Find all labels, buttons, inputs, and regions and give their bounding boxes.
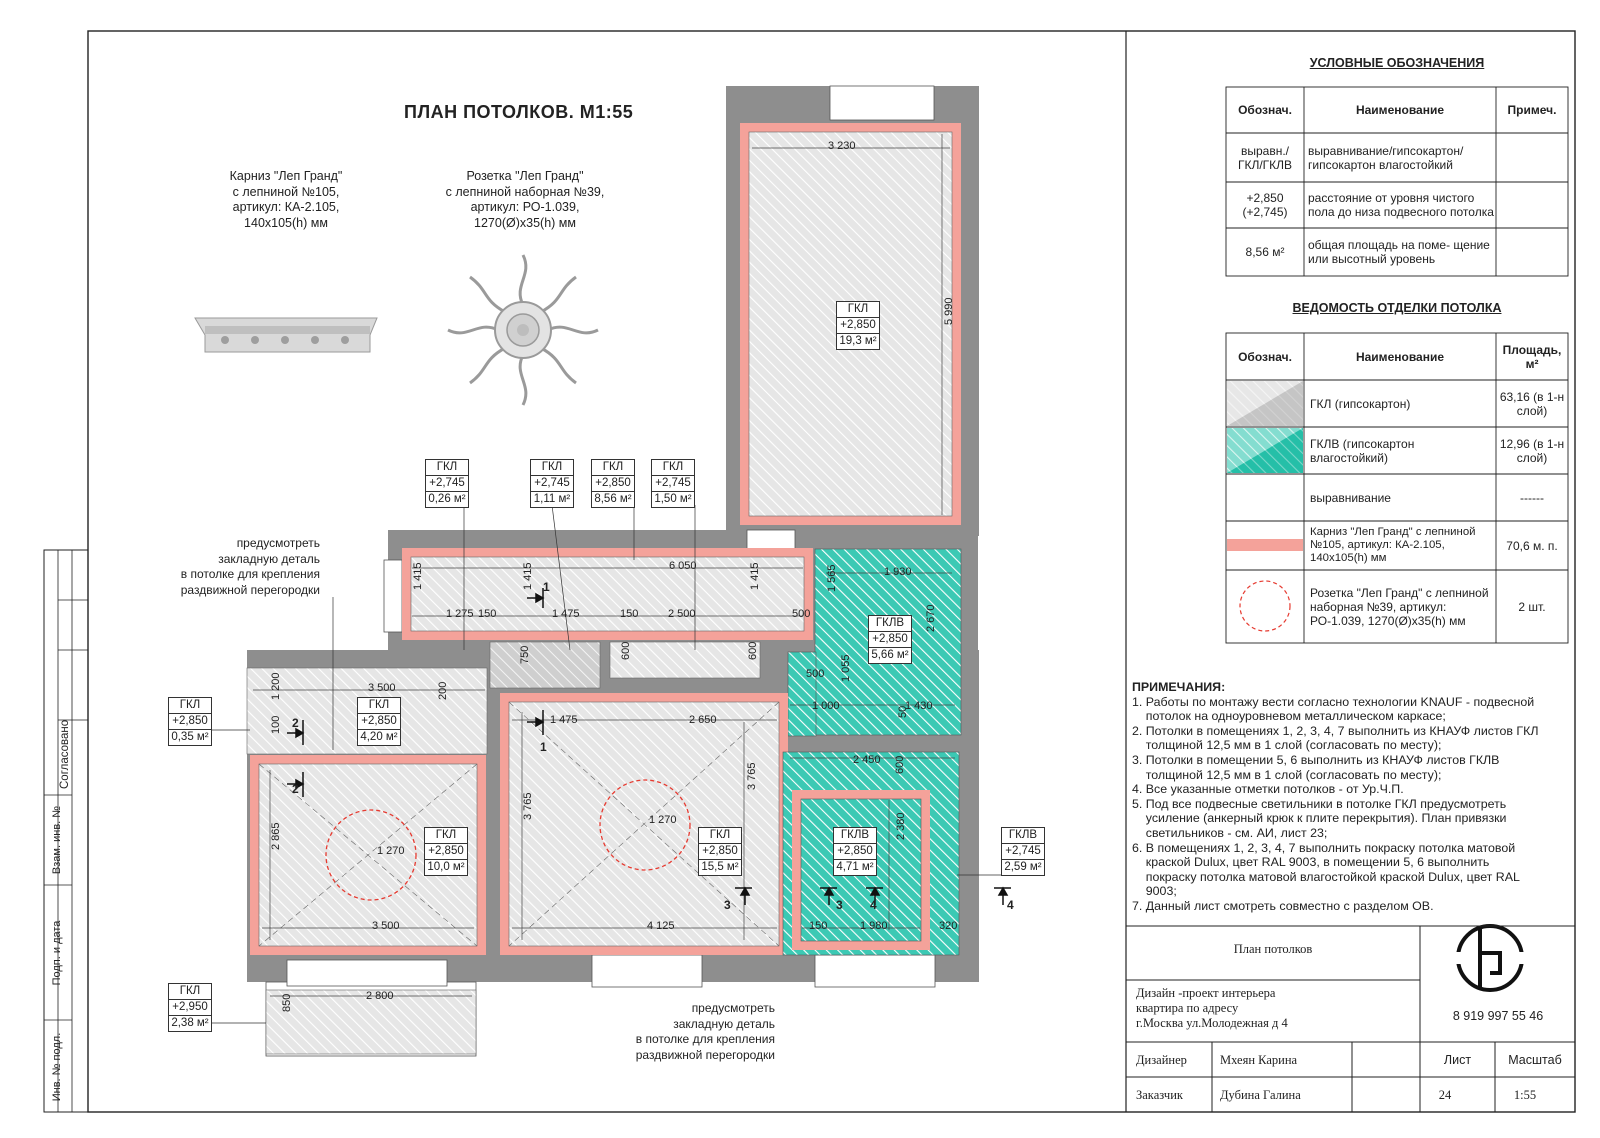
finish-header-area: Площадь, м² bbox=[1502, 342, 1562, 371]
area-tag bbox=[698, 827, 742, 876]
finish-row-name: ГКЛВ (гипсокартон влагостойкий) bbox=[1310, 436, 1415, 465]
area-tag bbox=[836, 301, 880, 350]
area-tag-lvl: +2,850 bbox=[592, 476, 634, 492]
area-tag-lvl: +2,850 bbox=[834, 844, 876, 860]
dimension-label: 1 565 bbox=[826, 564, 838, 592]
notes-line: потолок на одноуровневом металлическом каркасе; bbox=[1132, 709, 1446, 724]
area-tag bbox=[357, 697, 401, 746]
dimension-label: 1 980 bbox=[860, 920, 888, 932]
stamp-sheet-name: План потолков bbox=[1233, 942, 1313, 956]
area-tag-mat: ГКЛ bbox=[358, 698, 400, 714]
stamp-client-label: Заказчик bbox=[1136, 1087, 1183, 1102]
notes-line: толщиной 12,5 мм в 1 слой (согласовать по месту); bbox=[1132, 738, 1442, 753]
side-stamp-sign-date: Подп. и дата bbox=[51, 920, 63, 986]
area-tag-area: 0,26 м² bbox=[428, 493, 466, 505]
area-tag-mat: ГКЛ bbox=[652, 460, 694, 476]
area-tag-lvl: +2,745 bbox=[1002, 844, 1044, 860]
dimension-label: 150 bbox=[809, 920, 828, 932]
finish-row-name: Розетка "Леп Гранд" с лепниной наборная №39, артикул: РО-1.039, 1270(Ø)х35(h) мм bbox=[1310, 585, 1489, 628]
area-tag-mat: ГКЛ bbox=[169, 984, 211, 1000]
area-tag-area: 8,56 м² bbox=[594, 493, 632, 505]
notes-line: 4. Все указанные отметки потолков - от Ур.Ч.П. bbox=[1132, 782, 1404, 797]
area-tag-mat: ГКЛ bbox=[425, 828, 467, 844]
area-1-11 bbox=[490, 642, 600, 688]
area-tag-mat: ГКЛВ bbox=[869, 616, 911, 632]
notes-title: ПРИМЕЧАНИЯ: bbox=[1132, 680, 1226, 694]
side-stamp-inv-replace: Взам. инв. № bbox=[51, 805, 63, 875]
finish-row-area: ------ bbox=[1520, 490, 1544, 505]
notes-line: толщиной 12,5 мм в 1 слой (согласовать по месту); bbox=[1132, 767, 1442, 782]
cornice-caption: Карниз "Леп Гранд" с лепниной №105, артикул: КА-2.105, 140х105(h) мм bbox=[229, 169, 343, 230]
stamp-phone: 8 919 997 55 46 bbox=[1452, 1009, 1544, 1023]
area-tag bbox=[1001, 827, 1045, 876]
dimension-label: 3 765 bbox=[746, 762, 758, 790]
legend-row-sym: +2,850 (+2,745) bbox=[1242, 191, 1288, 219]
legend-header-name: Наименование bbox=[1355, 103, 1445, 117]
finish-row-area: 2 шт. bbox=[1518, 599, 1546, 614]
area-tag bbox=[868, 615, 912, 664]
stamp-scale: 1:55 bbox=[1513, 1087, 1537, 1102]
notes-line: усиление (анкерный крюк к плите перекрытия). План привязки bbox=[1132, 811, 1507, 826]
finish-header-name: Наименование bbox=[1355, 349, 1445, 364]
section-mark-number: 1 bbox=[543, 580, 550, 594]
legend-header-sym: Обознач. bbox=[1238, 103, 1292, 117]
area-tag-mat: ГКЛ bbox=[699, 828, 741, 844]
dimension-label: 320 bbox=[939, 920, 958, 932]
area-tag-lvl: +2,850 bbox=[699, 844, 741, 860]
dimension-label: 1 000 bbox=[812, 700, 840, 712]
dimension-label: 2 650 bbox=[689, 714, 717, 726]
area-tag-lvl: +2,850 bbox=[169, 714, 211, 730]
area-tag bbox=[168, 983, 212, 1032]
stamp-client: Дубина Галина bbox=[1220, 1087, 1301, 1102]
rosette-caption: Розетка "Леп Гранд" с лепниной наборная №39, артикул: РО-1.039, 1270(Ø)х35(h) мм bbox=[445, 169, 605, 230]
area-tag-lvl: +2,850 bbox=[358, 714, 400, 730]
area-tag-lvl: +2,745 bbox=[531, 476, 573, 492]
notes-line: 6. В помещениях 1, 2, 3, 4, 7 выполнить покраску потолка матовой bbox=[1132, 840, 1516, 855]
dimension-label: 3 765 bbox=[522, 792, 534, 820]
notes-line: 3. Потолки в помещении 5, 6 выполнить из КНАУФ листов ГКЛВ bbox=[1132, 752, 1500, 767]
dimension-label: 2 380 bbox=[895, 812, 907, 840]
dimension-label: 600 bbox=[747, 641, 759, 660]
notes-line: покраску потолка матовой влагостойкой краской Dulux, цвет RAL bbox=[1132, 869, 1520, 884]
dimension-label: 1 415 bbox=[522, 562, 534, 590]
dimension-label: 1 275 bbox=[446, 608, 474, 620]
plan-title: ПЛАН ПОТОЛКОВ. М1:55 bbox=[404, 102, 634, 122]
dimension-label: 850 bbox=[281, 993, 293, 1012]
dimension-label: 1 475 bbox=[552, 608, 580, 620]
dimension-label: 1 270 bbox=[377, 845, 405, 857]
section-mark-number: 4 bbox=[870, 898, 877, 912]
finish-row-area: 63,16 (в 1-н слой) bbox=[1499, 389, 1565, 418]
embed-note-bottom: предусмотреть закладную деталь в потолке для крепления раздвижной перегородки bbox=[635, 1001, 775, 1062]
stamp-project: Дизайн -проект интерьера квартира по адресу г.Москва ул.Молодежная д 4 bbox=[1136, 986, 1288, 1030]
finish-row-area: 12,96 (в 1-н слой) bbox=[1499, 436, 1565, 465]
dimension-label: 1 270 bbox=[649, 814, 677, 826]
dimension-label: 3 230 bbox=[828, 140, 856, 152]
dimension-label: 100 bbox=[270, 715, 282, 734]
dimension-label: 1 930 bbox=[884, 566, 912, 578]
dimension-label: 2 500 bbox=[668, 608, 696, 620]
area-tag-lvl: +2,745 bbox=[652, 476, 694, 492]
finish-title: ВЕДОМОСТЬ ОТДЕЛКИ ПОТОЛКА bbox=[1292, 301, 1502, 315]
dimension-label: 6 050 bbox=[669, 560, 697, 572]
notes-line: краской Dulux, цвет RAL 9003, в помещении 5, 6 выполнить bbox=[1132, 855, 1490, 870]
section-mark-number: 2 bbox=[292, 716, 299, 730]
dimension-label: 1 430 bbox=[905, 700, 933, 712]
section-mark-number: 3 bbox=[836, 898, 843, 912]
dimension-label: 3 500 bbox=[368, 682, 396, 694]
dimension-label: 50 bbox=[897, 705, 909, 718]
area-tag-area: 4,20 м² bbox=[360, 731, 398, 743]
dimension-label: 500 bbox=[806, 668, 825, 680]
finish-row-name: выравнивание bbox=[1310, 490, 1391, 505]
legend-row-sym: выравн./ ГКЛ/ГКЛВ bbox=[1237, 143, 1293, 172]
area-tag-area: 15,5 м² bbox=[701, 861, 739, 873]
finish-row-name: Карниз "Леп Гранд" с лепниной №105, артикул: КА-2.105, 140х105(h) мм bbox=[1310, 526, 1476, 564]
dimension-label: 3 500 bbox=[372, 920, 400, 932]
area-tag-lvl: +2,850 bbox=[837, 318, 879, 334]
dimension-label: 600 bbox=[894, 755, 906, 774]
dimension-label: 600 bbox=[620, 641, 632, 660]
dimension-label: 2 800 bbox=[366, 990, 394, 1002]
area-tag-area: 1,11 м² bbox=[533, 493, 571, 505]
area-tag bbox=[651, 459, 695, 508]
area-tag-mat: ГКЛ bbox=[426, 460, 468, 476]
area-tag bbox=[425, 459, 469, 508]
legend-row-name: расстояние от уровня чистого пола до низа подвесного потолка bbox=[1308, 191, 1494, 219]
dimension-label: 2 865 bbox=[270, 822, 282, 850]
area-tag-mat: ГКЛ bbox=[531, 460, 573, 476]
section-mark-number: 1 bbox=[540, 740, 547, 754]
area-tag-area: 0,35 м² bbox=[171, 731, 209, 743]
area-tag-area: 2,38 м² bbox=[171, 1017, 209, 1029]
stamp-sheet-no: 24 bbox=[1438, 1087, 1452, 1102]
dimension-label: 200 bbox=[437, 681, 449, 700]
legend-title: УСЛОВНЫЕ ОБОЗНАЧЕНИЯ bbox=[1309, 56, 1485, 70]
notes-line: 2. Потолки в помещениях 1, 2, 3, 4, 7 выполнить из КНАУФ листов ГКЛ bbox=[1132, 723, 1539, 738]
notes-line: светильников - см. АИ, лист 23; bbox=[1132, 825, 1328, 840]
cornice-image bbox=[195, 318, 377, 352]
area-tag-area: 2,59 м² bbox=[1004, 861, 1042, 873]
area-tag bbox=[591, 459, 635, 508]
dimension-label: 5 990 bbox=[943, 297, 955, 325]
area-tag bbox=[530, 459, 574, 508]
finish-swatches bbox=[1227, 381, 1303, 631]
stamp-designer-label: Дизайнер bbox=[1136, 1052, 1187, 1067]
finish-header-sym: Обознач. bbox=[1238, 349, 1292, 364]
dimension-label: 2 670 bbox=[925, 604, 937, 632]
legend-row-name: выравнивание/гипсокартон/ гипсокартон влагостойкий bbox=[1308, 143, 1464, 172]
dimension-label: 1 415 bbox=[749, 562, 761, 590]
rosette-image bbox=[448, 255, 598, 405]
area-tag-area: 19,3 м² bbox=[839, 335, 877, 347]
embed-note-top: предусмотреть закладную деталь в потолке для крепления раздвижной перегородки bbox=[180, 536, 320, 597]
stamp-sheet-label: Лист bbox=[1443, 1052, 1472, 1067]
dimension-label: 1 415 bbox=[412, 562, 424, 590]
side-stamp-agreed: Согласовано bbox=[59, 719, 71, 789]
area-1-50 bbox=[610, 642, 760, 678]
area-tag-area: 5,66 м² bbox=[871, 649, 909, 661]
dimension-label: 1 475 bbox=[550, 714, 578, 726]
notes-line: 1. Работы по монтажу вести согласно технологии KNAUF - подвесной bbox=[1132, 694, 1535, 709]
notes-line: 5. Под все подвесные светильники в потолке ГКЛ предусмотреть bbox=[1132, 796, 1507, 811]
area-tag-mat: ГКЛ bbox=[592, 460, 634, 476]
dimension-label: 150 bbox=[620, 608, 639, 620]
stamp-scale-label: Масштаб bbox=[1508, 1052, 1562, 1067]
area-tag-mat: ГКЛ bbox=[169, 698, 211, 714]
area-tag-area: 10,0 м² bbox=[427, 861, 465, 873]
notes-line: 9003; bbox=[1132, 884, 1177, 899]
section-mark-number: 3 bbox=[724, 898, 731, 912]
section-mark-number: 4 bbox=[1007, 898, 1014, 912]
dimension-label: 150 bbox=[478, 608, 497, 620]
area-tag-mat: ГКЛ bbox=[837, 302, 879, 318]
side-stamp-inv-orig: Инв. № подл. bbox=[51, 1032, 63, 1102]
dimension-label: 750 bbox=[519, 645, 531, 664]
finish-row-name: ГКЛ (гипсокартон) bbox=[1310, 396, 1411, 411]
area-tag-lvl: +2,745 bbox=[426, 476, 468, 492]
area-tag-area: 1,50 м² bbox=[654, 493, 692, 505]
logo bbox=[1450, 926, 1530, 990]
area-tag-mat: ГКЛВ bbox=[834, 828, 876, 844]
section-mark-number: 2 bbox=[292, 782, 299, 796]
area-tag bbox=[168, 697, 212, 746]
dimension-label: 1 200 bbox=[270, 672, 282, 700]
area-tag-area: 4,71 м² bbox=[836, 861, 874, 873]
notes-block bbox=[1132, 680, 1572, 914]
stamp-designer: Мхеян Карина bbox=[1220, 1052, 1298, 1067]
dimension-label: 2 450 bbox=[853, 754, 881, 766]
dimension-label: 500 bbox=[792, 608, 811, 620]
legend-row-name: общая площадь на поме- щение или высотный уровень bbox=[1308, 238, 1490, 266]
area-tag bbox=[424, 827, 468, 876]
area-tag-mat: ГКЛВ bbox=[1002, 828, 1044, 844]
notes-line: 7. Данный лист смотреть совместно с разделом ОВ. bbox=[1132, 898, 1434, 913]
area-tag bbox=[833, 827, 877, 876]
legend-header-note: Примеч. bbox=[1507, 103, 1557, 117]
area-tag-lvl: +2,850 bbox=[869, 632, 911, 648]
area-tag-lvl: +2,850 bbox=[425, 844, 467, 860]
legend-row-sym: 8,56 м² bbox=[1245, 245, 1285, 259]
finish-row-area: 70,6 м. п. bbox=[1506, 538, 1558, 553]
area-tag-lvl: +2,950 bbox=[169, 1000, 211, 1016]
dimension-label: 1 055 bbox=[840, 654, 852, 682]
dimension-label: 4 125 bbox=[647, 920, 675, 932]
